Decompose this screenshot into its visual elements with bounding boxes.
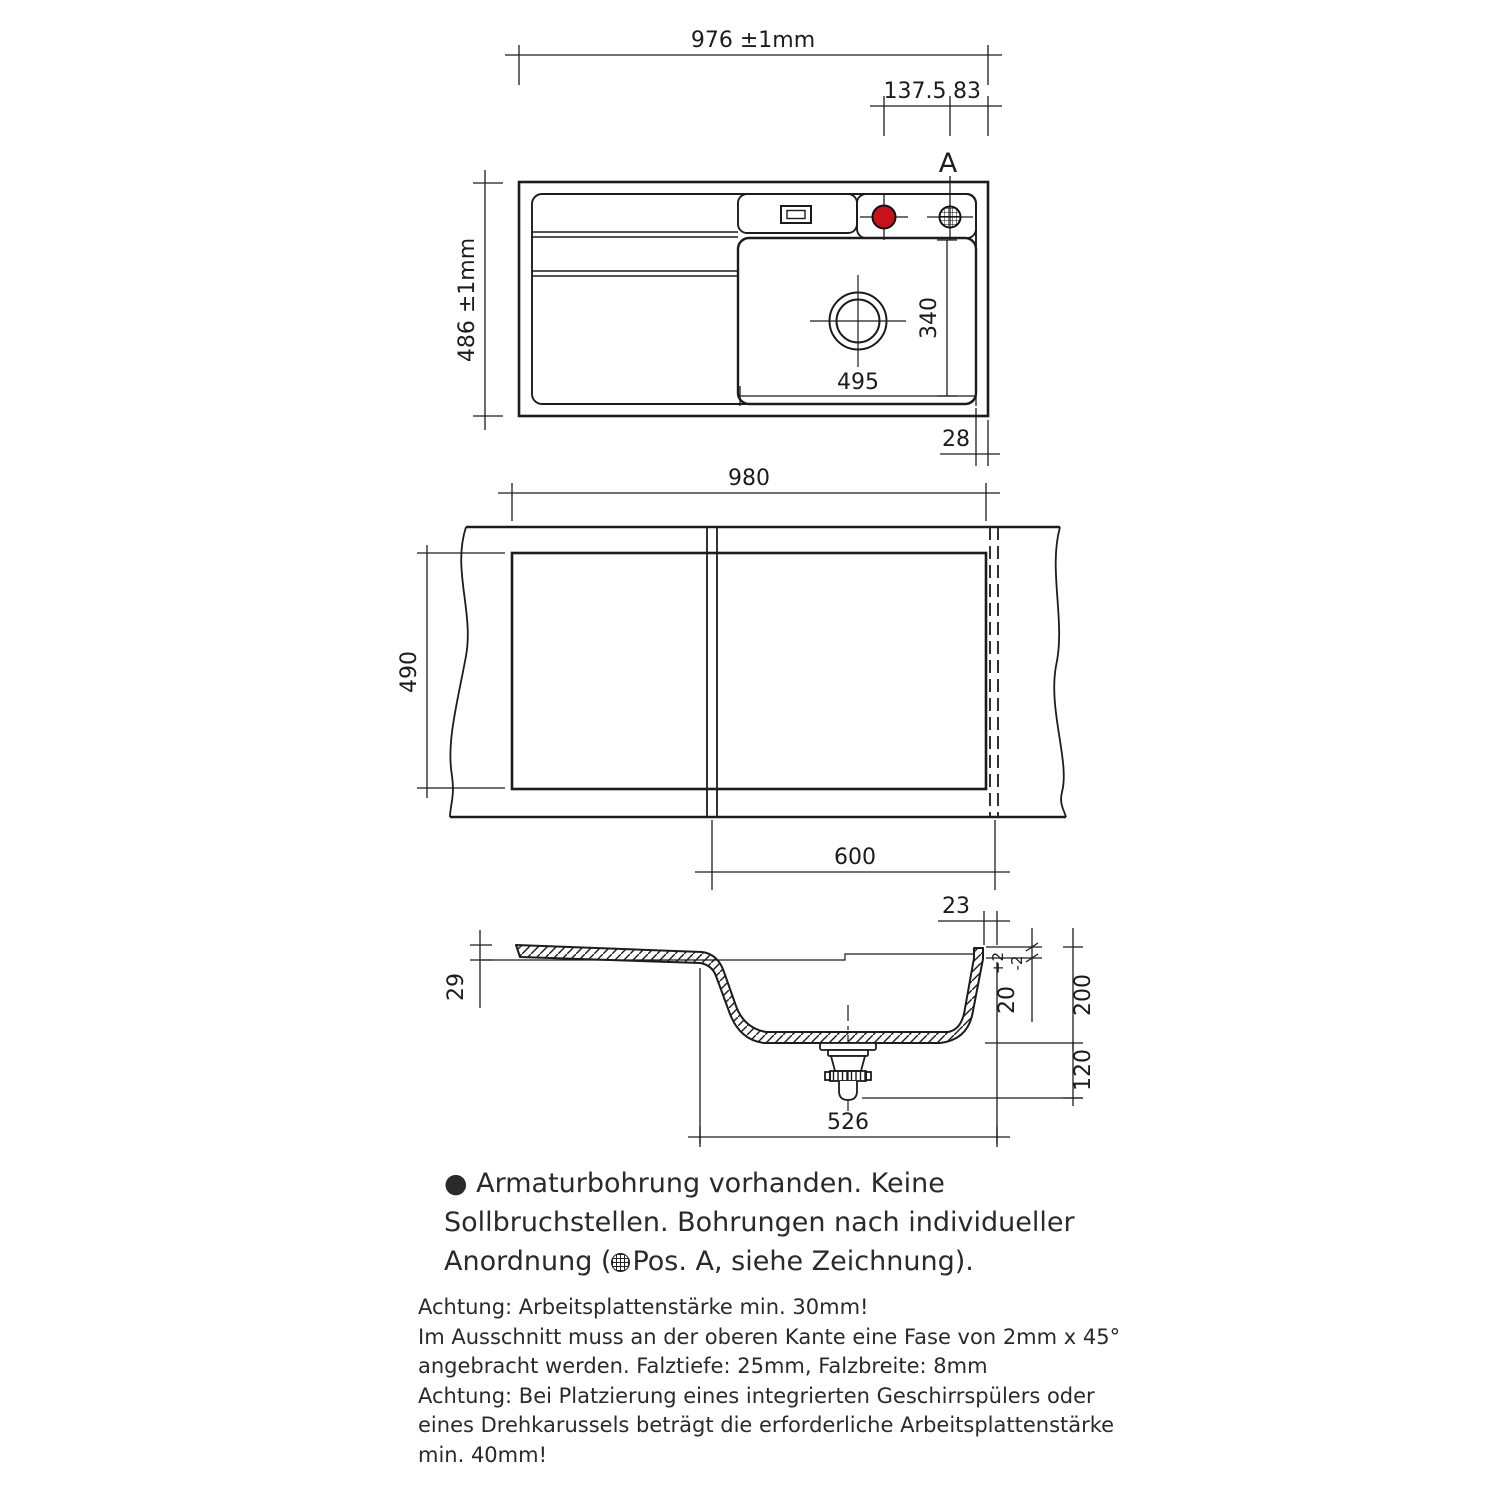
tap-hole-marker-optional — [927, 195, 973, 240]
note-bullet-paragraph — [444, 1164, 1144, 1281]
cabinet-wall-lines — [707, 527, 717, 817]
dim-tap-hole-edge-label: 83 — [953, 79, 981, 104]
countertop-outline — [450, 527, 1066, 817]
sink-rim-inner-edge — [532, 194, 976, 404]
dim-rim-overhang-label: 23 — [942, 894, 970, 919]
dim-overall-width-label: 976 ±1mm — [690, 28, 816, 53]
dim-rim-height-label: 20 — [995, 986, 1020, 1014]
cutout-outline — [512, 553, 986, 789]
dim-drain-depth-label: 120 — [1071, 1049, 1096, 1091]
warning-line-2: Im Ausschnitt muss an der oberen Kante eine Fase von 2mm x 45° — [418, 1324, 1121, 1349]
dim-front-rim-height-label: 29 — [444, 973, 469, 1001]
note-line-2: Sollbruchstellen. Bohrungen nach individueller — [444, 1207, 1075, 1238]
break-line-left — [450, 527, 468, 817]
warning-line-5: eines Drehkarussels beträgt die erforderliche Arbeitsplattenstärke — [418, 1413, 1115, 1437]
dim-bowl-depth-label: 340 — [917, 297, 942, 339]
top-view — [455, 28, 1002, 466]
warning-paragraph — [418, 1293, 1138, 1470]
dim-bowl-outer-width-label: 526 — [827, 1110, 869, 1135]
dim-drain-depth — [862, 1043, 1083, 1106]
dim-rim-height-tol-minus: -2 — [1008, 955, 1026, 971]
strainer-assembly — [820, 1043, 876, 1100]
dim-tap-holes — [870, 96, 1002, 195]
faucet-deck-left — [738, 194, 857, 233]
dim-cutout-depth-label: 490 — [397, 651, 422, 693]
hatched-position-icon — [611, 1253, 630, 1272]
dim-total-depth-label: 200 — [1071, 974, 1096, 1016]
hidden-lines-right — [990, 527, 998, 817]
dim-cabinet-width-label: 600 — [834, 845, 876, 870]
dim-cutout-depth — [417, 545, 505, 798]
dim-bowl-width-label: 495 — [837, 370, 879, 395]
overflow-window — [781, 206, 811, 223]
dim-front-rim-height — [470, 930, 492, 1008]
section-view — [444, 894, 1096, 1147]
dim-tap-hole-spacing-label: 137.5 — [883, 79, 947, 104]
warning-line-4: Achtung: Bei Platzierung eines integrierten Geschirrspülers oder — [418, 1383, 1095, 1408]
tap-hole-marker-red — [860, 195, 908, 240]
break-line-right — [1054, 527, 1066, 817]
note-line-3: Anordnung ( Pos. A, siehe Zeichnung). — [444, 1246, 974, 1277]
drainboard-grooves — [532, 232, 738, 276]
dim-overall-depth-label: 486 ±1mm — [455, 237, 480, 363]
warning-line-6: min. 40mm! — [418, 1442, 548, 1467]
note-line-1: ● Armaturbohrung vorhanden. Keine — [444, 1168, 945, 1199]
dim-rim-height-tol-plus: +2 — [989, 951, 1007, 975]
warning-line-1: Achtung: Arbeitsplattenstärke min. 30mm! — [418, 1295, 869, 1319]
drain-hole — [810, 275, 906, 367]
dim-right-rim-label: 28 — [942, 427, 970, 452]
position-a-label: A — [938, 148, 958, 179]
dim-cutout-width-label: 980 — [728, 466, 770, 491]
cutout-view — [397, 466, 1066, 890]
warning-line-3: angebracht werden. Falztiefe: 25mm, Falzbreite: 8mm — [418, 1354, 988, 1378]
